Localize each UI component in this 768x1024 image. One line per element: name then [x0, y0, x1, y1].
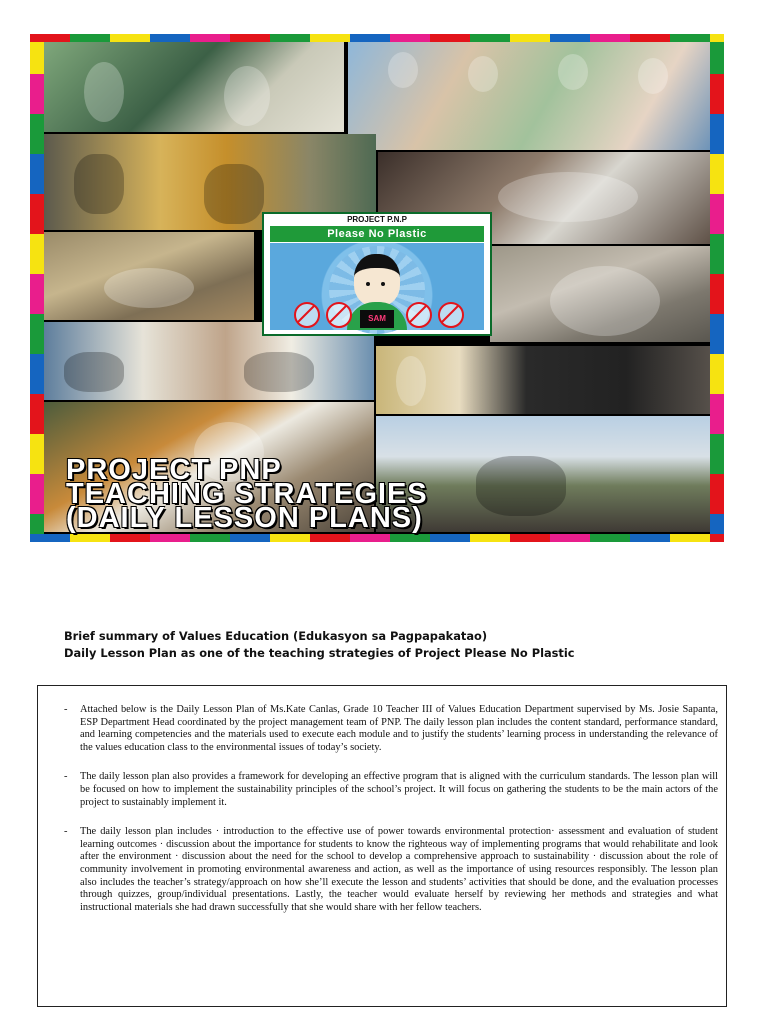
cover-collage [30, 34, 724, 542]
summary-text-2: The daily lesson plan also provides a framework for developing an effective program that is aligned with the curriculum standards. The lesson plan will be focused on how to implement the sustainability principles of the school’s project. It will focus on gathering the students to be the main actors of the project to sustainably implement it. [80, 771, 718, 808]
no-bag-icon [406, 302, 432, 328]
photo-sorting-waste [44, 232, 254, 320]
summary-paragraph-2 [64, 771, 718, 809]
photo-students-reporting [44, 42, 344, 132]
heading-line-1: Brief summary of Values Education (Edukasyon sa Pagpapakatao) [64, 629, 488, 643]
cover-title-line-2: TEACHING STRATEGIES [66, 478, 428, 510]
summary-text-1: Attached below is the Daily Lesson Plan of Ms.Kate Canlas, Grade 10 Teacher III of Values Education Department supervised by Ms. Josie Sapanta, ESP Department Head coordinated by the project management team of PNP. The daily lesson plan includes the content standard, performance standard, and learning competencies and the materials used to execute each module and to justify the students’ learning process in understanding the relevance of the values education class to the environmental issues of today’s society. [80, 704, 718, 753]
sam-badge: SAM [360, 310, 394, 328]
photo-bottle-planter [490, 246, 710, 342]
summary-list [64, 704, 718, 914]
summary-box [37, 685, 727, 1007]
cover-title-line-3: (DAILY LESSON PLANS) [66, 502, 423, 534]
cover-title-line-1: PROJECT PNP [66, 454, 282, 486]
summary-text-3: The daily lesson plan includes · introduction to the effective use of power towards environmental protection· assessment and evaluation of student learning outcomes · discussion about the importance for students to know the righteous way of implementing programs that would rehabilitate and look after the environment · discussion about the need for the school to develop a comprehensive approach to sustainability · discussion about the role of community involvement in promoting environmental awareness and action, as well as the importance of using resources responsibly. The lesson plan also includes the teacher’s strategy/approach on how she’ll execute the lesson and students’ activities that should be done, and the evaluation processes through quizzes, group/individual presentations. Lastly, the teacher would evaluate herself by reviewing her methods and strategies and what instructional materials she had drawn successfully that she would share with her fellow teachers. [80, 826, 718, 913]
summary-paragraph-1 [64, 704, 718, 754]
no-cup-icon [438, 302, 464, 328]
logo-project-label: PROJECT P.N.P [347, 215, 407, 224]
bullet-dash: - [64, 826, 68, 838]
photo-officers [376, 346, 710, 414]
logo-banner: Please No Plastic [270, 226, 484, 242]
photo-group-faculty [348, 42, 710, 150]
no-plastic-bottle-icon [294, 302, 320, 328]
bullet-dash: - [64, 771, 68, 783]
bullet-dash: - [64, 704, 68, 715]
section-heading [64, 628, 704, 662]
project-pnp-logo [262, 212, 492, 336]
girl-mascot-icon [354, 254, 400, 306]
heading-line-2: Daily Lesson Plan as one of the teaching strategies of Project Please No Plastic [64, 646, 575, 660]
summary-paragraph-3 [64, 826, 718, 914]
no-straw-icon [326, 302, 352, 328]
cover-title [66, 454, 586, 534]
